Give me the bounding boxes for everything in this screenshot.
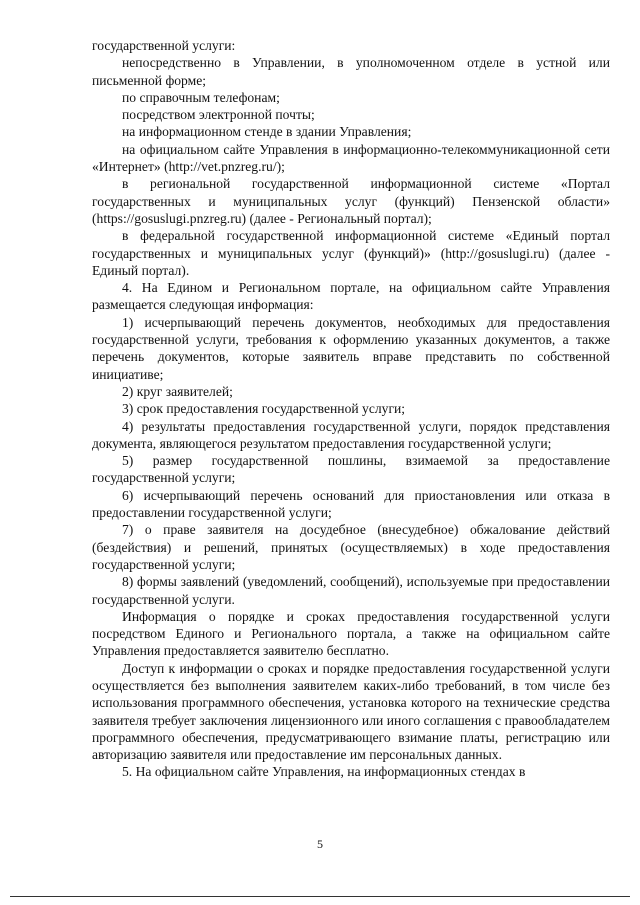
paragraph: Доступ к информации о сроках и порядке предоставления государственной услуги осуществляется без выполнения заявителем каких-либо требований, в том числе без использования программного обеспечения, установка которого на технические средства заявителя требует заключения лицензионного или иного соглашения с правообладателем программного обеспечения, предусматривающего взимание платы, регистрацию или авторизацию заявителя или предоставление им персональных данных. (92, 660, 610, 763)
paragraph: 7) о праве заявителя на досудебное (внесудебное) обжалование действий (бездействия) и решений, принятых (осуществляемых) в ходе предоставления государственной услуги; (92, 522, 610, 572)
paragraph: посредством электронной почты; (122, 107, 315, 123)
paragraph: 3) срок предоставления государственной услуги; (122, 401, 406, 417)
paragraph: государственной услуги: (92, 38, 236, 53)
page-number: 5 (317, 837, 323, 851)
paragraph: в федеральной государственной информационной системе «Единый портал государственных и муниципальных услуг (функций)» (http://gosuslugi.ru) (далее - Единый портал). (92, 228, 610, 278)
paragraph: 8) формы заявлений (уведомлений, сообщений), используемые при предоставлении государственной услуги. (92, 574, 610, 607)
paragraph: Информация о порядке и сроках предоставления государственной услуги посредством Единого и Регионального портала, а также на официальном сайте Управления предоставляется заявителю бесплатно. (92, 608, 610, 659)
paragraph: 5. На официальном сайте Управления, на информационных стендах в (122, 764, 526, 780)
document-body (92, 37, 610, 781)
paragraph: 4. На Едином и Региональном портале, на официальном сайте Управления размещается следующая информация: (92, 280, 610, 313)
paragraph: на информационном стенде в здании Управления; (122, 124, 412, 140)
paragraph: 1) исчерпывающий перечень документов, необходимых для предоставления государственной услуги, требования к оформлению указанных документов, а также перечень документов, которые заявитель вправе представить по собственной инициативе; (92, 314, 610, 382)
bottom-rule (10, 896, 630, 897)
paragraph: в региональной государственной информационной системе «Портал государственных и муниципальных услуг (функций) Пензенской области» (https://gosuslugi.pnzreg.ru) (далее - Региональный портал); (92, 176, 610, 226)
paragraph: 4) результаты предоставления государственной услуги, порядок представления документа, являющегося результатом предоставления государственной услуги; (92, 418, 610, 451)
paragraph: по справочным телефонам; (122, 89, 280, 105)
paragraph: на официальном сайте Управления в информационно-телекоммуникационной сети «Интернет» (http://vet.pnzreg.ru/); (92, 141, 610, 175)
paragraph: 6) исчерпывающий перечень оснований для приостановления или отказа в предоставлении государственной услуги; (92, 487, 610, 521)
paragraph: непосредственно в Управлении, в уполномоченном отделе в устной или письменной форме; (92, 55, 610, 88)
paragraph: 5) размер государственной пошлины, взимаемой за предоставление государственной услуги; (92, 453, 610, 486)
paragraph: 2) круг заявителей; (122, 383, 233, 399)
